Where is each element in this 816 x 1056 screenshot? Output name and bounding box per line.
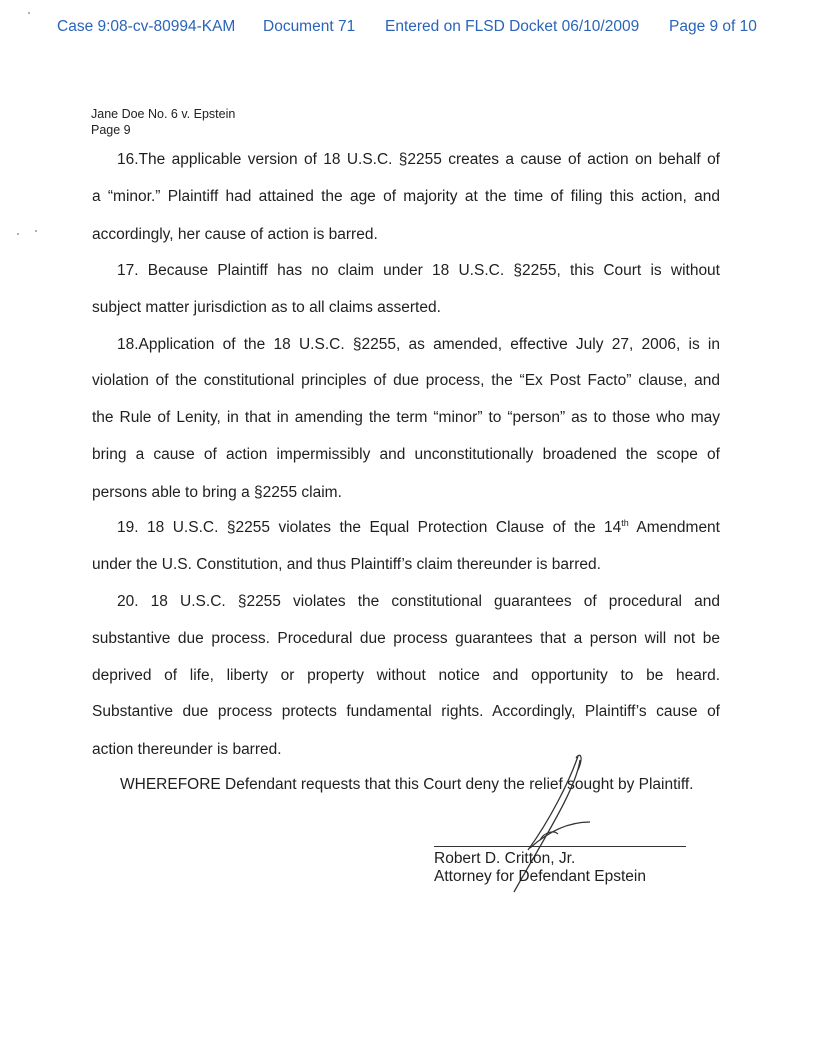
docket-case-number: Case 9:08-cv-80994-KAM xyxy=(57,18,236,35)
scan-speck xyxy=(35,230,37,232)
paragraph-16-line-3: accordingly, her cause of action is barred. xyxy=(92,226,378,243)
paragraph-17-line-1: 17. Because Plaintiff has no claim under 18 U.S.C. §2255, this Court is without xyxy=(117,262,720,279)
scan-speck xyxy=(28,12,30,14)
case-caption xyxy=(91,106,235,138)
paragraph-20-line-5: action thereunder is barred. xyxy=(92,741,282,758)
paragraph-20-line-1: 20. 18 U.S.C. §2255 violates the constitutional guarantees of procedural and xyxy=(117,593,720,610)
docket-page-number: Page 9 of 10 xyxy=(669,18,757,35)
docket-entered-date: Entered on FLSD Docket 06/10/2009 xyxy=(385,18,640,35)
paragraph-18-line-2: violation of the constitutional principles of due process, the “Ex Post Facto” clause, and xyxy=(92,372,720,389)
paragraph-20-line-3: deprived of life, liberty or property without notice and opportunity to be heard. xyxy=(92,667,720,684)
signature-line xyxy=(434,846,686,847)
paragraph-18-line-5: persons able to bring a §2255 claim. xyxy=(92,484,342,501)
ordinal-superscript: th xyxy=(621,517,629,528)
caption-title: Jane Doe No. 6 v. Epstein xyxy=(91,107,236,121)
paragraph-19-line-1-text: 19. 18 U.S.C. §2255 violates the Equal Protection Clause of the 14 xyxy=(117,519,622,536)
attorney-title: Attorney for Defendant Epstein xyxy=(434,868,646,885)
paragraph-20-line-2: substantive due process. Procedural due process guarantees that a person will not be xyxy=(92,630,720,647)
paragraph-17-line-2: subject matter jurisdiction as to all claims asserted. xyxy=(92,299,441,316)
paragraph-20-line-4: Substantive due process protects fundamental rights. Accordingly, Plaintiff’s cause of xyxy=(92,703,720,720)
caption-page: Page 9 xyxy=(91,123,131,137)
paragraph-16-line-2: a “minor.” Plaintiff had attained the age of majority at the time of filing this action, and xyxy=(92,188,720,205)
paragraph-19-line-1-end: Amendment xyxy=(628,519,720,536)
docket-header xyxy=(0,18,816,38)
paragraph-18-line-3: the Rule of Lenity, in that in amending the term “minor” to “person” as to those who may xyxy=(92,409,720,426)
paragraph-18-line-1: 18.Application of the 18 U.S.C. §2255, as amended, effective July 27, 2006, is in xyxy=(117,336,720,353)
docket-document-number: Document 71 xyxy=(263,18,356,35)
paragraph-16-line-1: 16.The applicable version of 18 U.S.C. §2255 creates a cause of action on behalf of xyxy=(117,151,720,168)
paragraph-18-line-4: bring a cause of action impermissibly and unconstitutionally broadened the scope of xyxy=(92,446,720,463)
attorney-name: Robert D. Critton, Jr. xyxy=(434,850,576,867)
wherefore-clause: WHEREFORE Defendant requests that this Court deny the relief sought by Plaintiff. xyxy=(120,776,694,793)
paragraph-19-line-2: under the U.S. Constitution, and thus Plaintiff’s claim thereunder is barred. xyxy=(92,556,601,573)
paragraph-19-line-1 xyxy=(117,518,720,538)
scan-speck xyxy=(17,233,19,235)
